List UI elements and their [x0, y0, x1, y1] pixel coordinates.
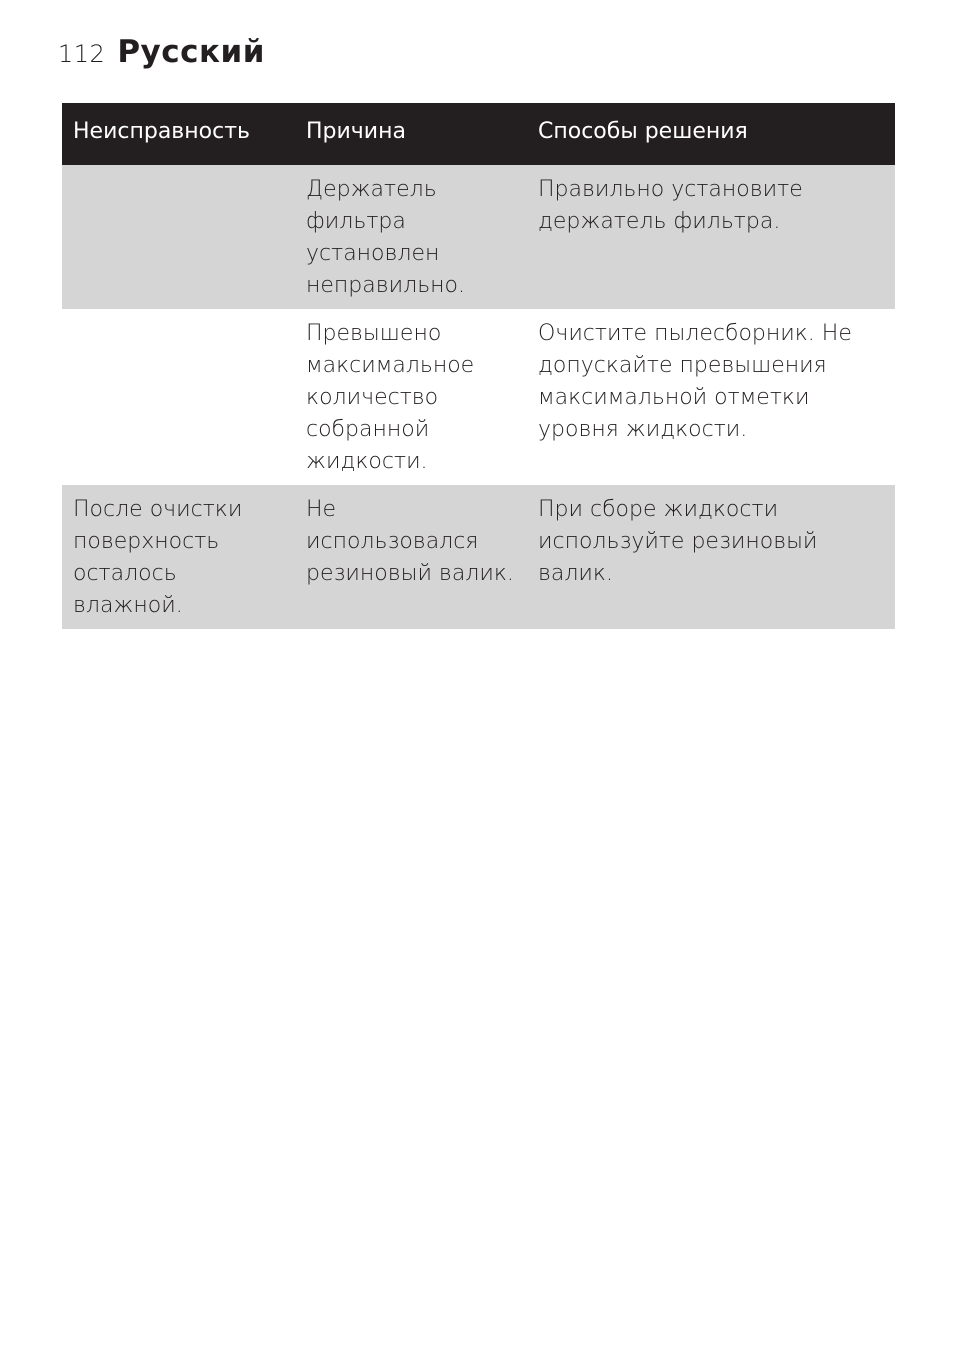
table-row — [62, 485, 895, 629]
solution-cell — [527, 485, 895, 629]
solution-cell — [527, 165, 895, 309]
page-number: 112 — [58, 40, 106, 68]
cause-cell — [295, 485, 527, 629]
cell-text-line: Правильно установите — [538, 177, 803, 202]
cell-text-line: максимальное — [306, 353, 475, 378]
cell-text-line: собранной — [306, 417, 430, 442]
cell-text-line: уровня жидкости. — [538, 417, 748, 442]
cell-text-line: фильтра — [306, 209, 406, 234]
cell-text-line: валик. — [538, 561, 613, 586]
cell-text-line: влажной. — [73, 593, 183, 618]
page-header — [58, 34, 265, 74]
cell-text-line: После очистки — [73, 497, 243, 522]
problem-cell — [62, 165, 295, 309]
cause-cell — [295, 165, 527, 309]
cell-text-line: количество — [306, 385, 439, 410]
solution-cell — [527, 309, 895, 485]
cell-text-line: При сборе жидкости — [538, 497, 779, 522]
table-row — [62, 165, 895, 309]
cell-text-line: используйте резиновый — [538, 529, 818, 554]
cell-text-line: неправильно. — [306, 273, 465, 298]
cell-text-line: Не — [306, 497, 337, 522]
column-header-problem: Неисправность — [62, 103, 295, 165]
table-header-row — [62, 103, 895, 165]
problem-cell — [62, 309, 295, 485]
page-title: Русский — [117, 34, 265, 70]
troubleshooting-table — [62, 103, 895, 629]
cell-text-line: допускайте превышения — [538, 353, 827, 378]
cell-text-line: резиновый валик. — [306, 561, 514, 586]
table-row — [62, 309, 895, 485]
column-header-cause: Причина — [295, 103, 527, 165]
problem-cell — [62, 485, 295, 629]
cell-text-line: держатель фильтра. — [538, 209, 781, 234]
cell-text-line: осталось — [73, 561, 177, 586]
cause-cell — [295, 309, 527, 485]
column-header-solution: Способы решения — [527, 103, 895, 165]
cell-text-line: установлен — [306, 241, 440, 266]
cell-text-line: максимальной отметки — [538, 385, 810, 410]
cell-text-line: Превышено — [306, 321, 442, 346]
cell-text-line: поверхность — [73, 529, 220, 554]
cell-text-line: Держатель — [306, 177, 437, 202]
cell-text-line: Очистите пылесборник. Не — [538, 321, 852, 346]
cell-text-line: использовался — [306, 529, 479, 554]
cell-text-line: жидкости. — [306, 449, 428, 474]
